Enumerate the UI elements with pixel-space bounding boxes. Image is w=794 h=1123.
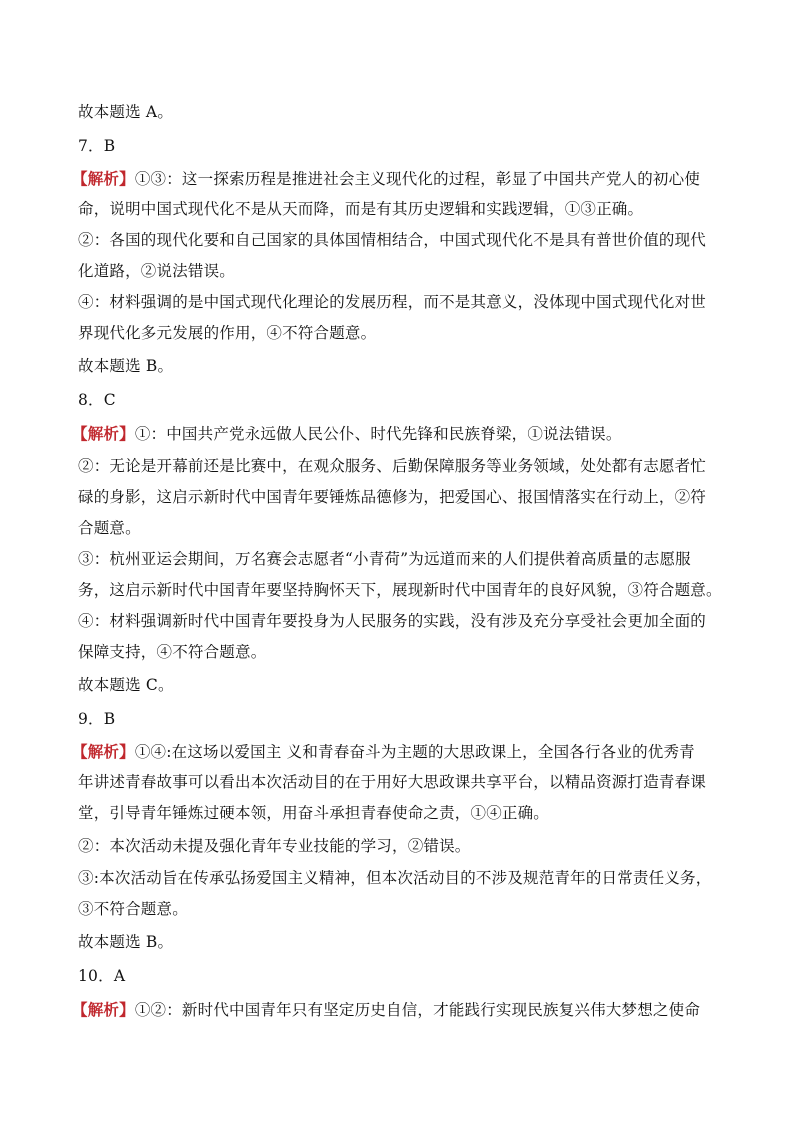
line-text: ③：杭州亚运会期间，万名赛会志愿者“小青荷”为远道而来的人们提供着高质量的志愿服 <box>78 550 691 568</box>
analysis-paragraph <box>72 993 718 1027</box>
line-text: ②：本次活动未提及强化青年专业技能的学习，②错误。 <box>78 837 471 855</box>
line-text: ①④:在这场以爱国主 义和青春奋斗为主题的大思政课上，全国各行各业的优秀青 <box>134 743 695 761</box>
text-line <box>78 287 718 318</box>
text-paragraph <box>78 451 718 544</box>
line-text: 故本题选 C。 <box>78 676 174 694</box>
text-line <box>78 383 718 417</box>
line-text: 碌的身影，这启示新时代中国青年要锤炼品德修为，把爱国心、报国情落实在行动上，②符 <box>78 488 707 506</box>
line-text: ④：材料强调新时代中国青年要投身为人民服务的实践，没有涉及充分享受社会更加全面的 <box>78 612 707 630</box>
text-paragraph <box>78 863 718 925</box>
line-text: ①：中国共产党永远做人民公仆、时代先锋和民族脊梁，①说法错误。 <box>134 425 622 443</box>
text-line <box>78 959 718 993</box>
text-line <box>78 451 718 482</box>
text-line <box>78 482 718 513</box>
text-line <box>78 194 718 225</box>
text-paragraph <box>78 925 718 959</box>
line-text: 10．A <box>78 967 126 985</box>
text-line <box>78 575 722 606</box>
text-line <box>78 606 718 637</box>
text-line <box>78 95 718 129</box>
line-text: 堂，引导青年锤炼过硬本领，用奋斗承担青春使命之责，①④正确。 <box>78 804 550 822</box>
line-text: 保障支持，④不符合题意。 <box>78 643 267 661</box>
answer-analysis-text <box>72 95 722 1027</box>
analysis-tag: 【解析】 <box>72 1000 135 1019</box>
text-paragraph <box>78 544 722 606</box>
line-text: 故本题选 A。 <box>78 103 174 121</box>
text-paragraph <box>78 383 718 417</box>
text-paragraph <box>78 225 718 287</box>
text-line <box>72 417 718 451</box>
text-line <box>78 544 718 575</box>
text-line <box>78 798 718 829</box>
analysis-paragraph <box>72 736 718 829</box>
analysis-tag: 【解析】 <box>72 169 135 188</box>
text-line <box>78 668 718 702</box>
line-text: ②：无论是开幕前还是比赛中，在观众服务、后勤保障服务等业务领域，处处都有志愿者忙 <box>78 457 707 475</box>
text-line <box>78 702 718 736</box>
text-line <box>78 829 718 863</box>
text-line <box>78 349 718 383</box>
line-text: 7．B <box>78 137 116 155</box>
line-text: ①③：这一探索历程是推进社会主义现代化的过程，彰显了中国共产党人的初心使 <box>134 170 701 188</box>
text-line <box>78 129 718 163</box>
line-text: ①②：新时代中国青年只有坚定历史自信，才能践行实现民族复兴伟大梦想之使命 <box>134 1001 701 1019</box>
text-paragraph <box>78 829 718 863</box>
text-paragraph <box>78 606 718 668</box>
text-paragraph <box>78 95 718 129</box>
text-line <box>78 318 718 349</box>
analysis-tag: 【解析】 <box>72 742 135 761</box>
line-text: ②：各国的现代化要和自己国家的具体国情相结合，中国式现代化不是具有普世价值的现代 <box>78 231 707 249</box>
line-text: 故本题选 B。 <box>78 357 174 375</box>
line-text: 命，说明中国式现代化不是从天而降，而是有其历史逻辑和实践逻辑，①③正确。 <box>78 200 644 218</box>
analysis-paragraph <box>72 417 718 451</box>
line-text: 9．B <box>78 710 116 728</box>
line-text: ③不符合题意。 <box>78 900 188 918</box>
line-text: 年讲述青春故事可以看出本次活动目的在于用好大思政课共享平台，以精品资源打造青春课 <box>78 773 707 791</box>
text-line <box>78 225 718 256</box>
text-line <box>78 637 718 668</box>
analysis-paragraph <box>72 163 718 225</box>
text-line <box>72 993 718 1027</box>
text-paragraph <box>78 287 718 349</box>
line-text: 故本题选 B。 <box>78 933 174 951</box>
text-paragraph <box>78 349 718 383</box>
text-line <box>78 767 718 798</box>
text-line <box>72 736 718 767</box>
line-text: 合题意。 <box>78 519 141 537</box>
text-paragraph <box>78 668 718 702</box>
line-text: ④：材料强调的是中国式现代化理论的发展历程，而不是其意义，没体现中国式现代化对世 <box>78 293 707 311</box>
text-paragraph <box>78 129 718 163</box>
text-line <box>78 894 718 925</box>
text-line <box>78 513 718 544</box>
line-text: ③:本次活动旨在传承弘扬爱国主义精神，但本次活动目的不涉及规范青年的日常责任义务， <box>78 869 712 887</box>
text-paragraph <box>78 702 718 736</box>
text-line <box>72 163 718 194</box>
text-paragraph <box>78 959 718 993</box>
text-line <box>78 256 718 287</box>
line-text: 务，这启示新时代中国青年要坚持胸怀天下，展现新时代中国青年的良好风貌，③符合题意。 <box>78 581 722 599</box>
text-line <box>78 925 718 959</box>
text-line <box>78 863 718 894</box>
analysis-tag: 【解析】 <box>72 424 135 443</box>
line-text: 界现代化多元发展的作用，④不符合题意。 <box>78 324 377 342</box>
line-text: 8．C <box>78 391 116 409</box>
line-text: 化道路，②说法错误。 <box>78 262 236 280</box>
